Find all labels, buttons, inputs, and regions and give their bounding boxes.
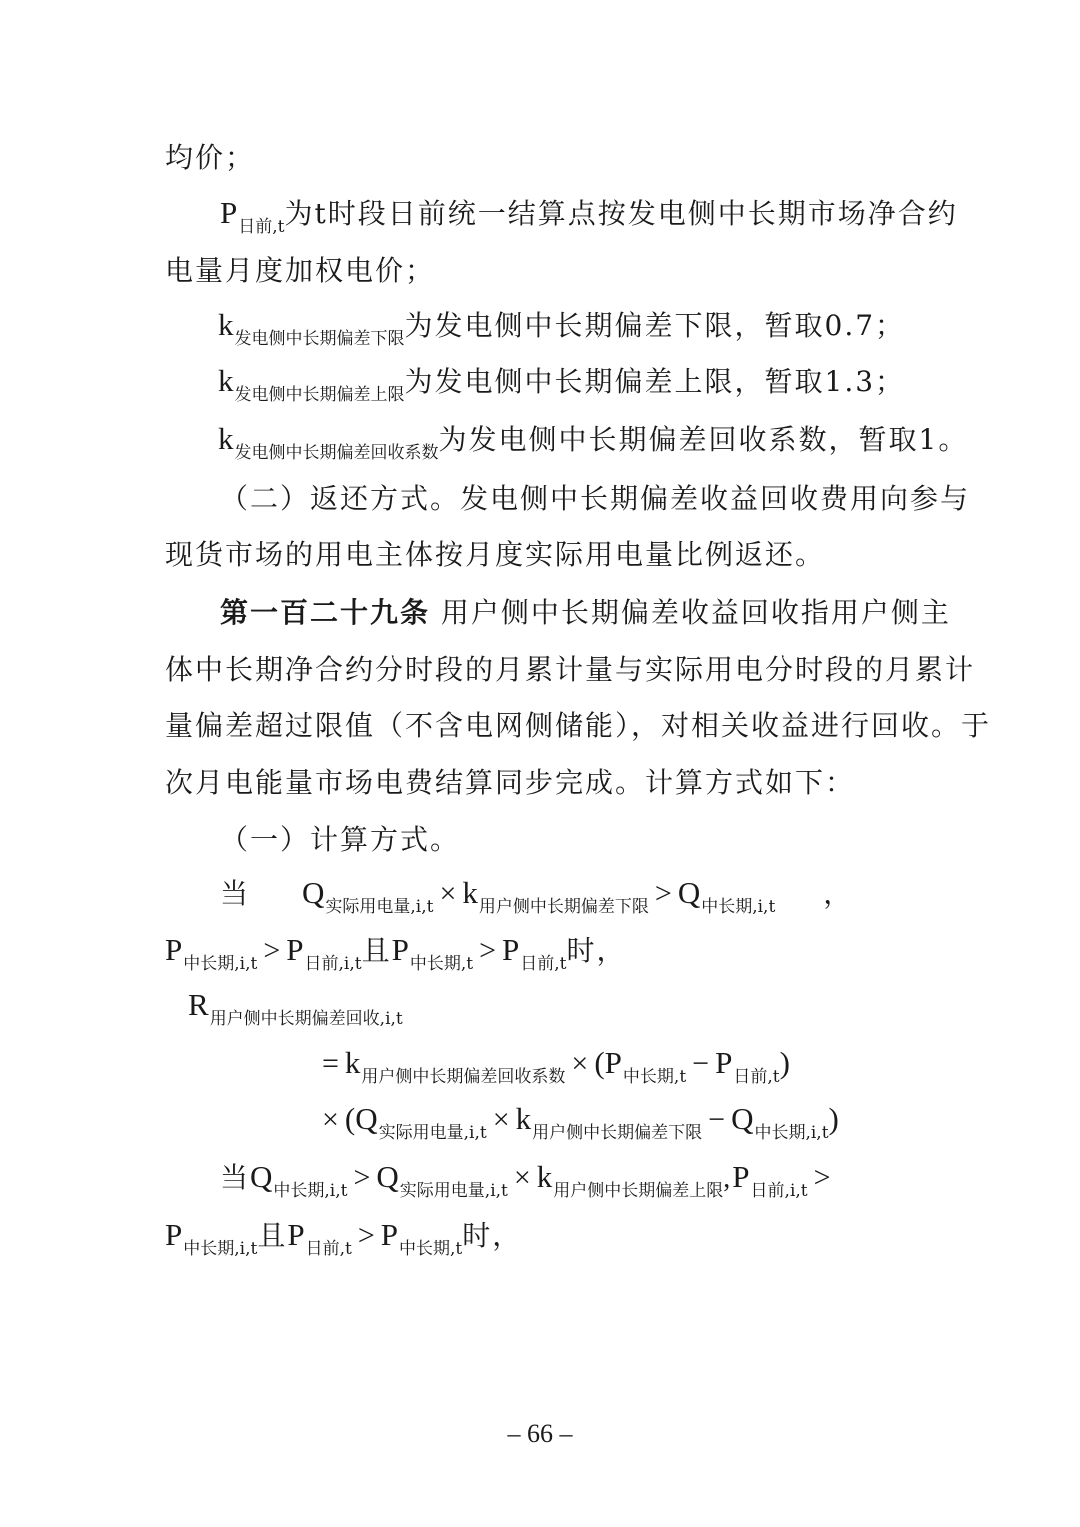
formula-word: 且 bbox=[361, 934, 392, 967]
page-number: – 66 – bbox=[507, 1419, 573, 1448]
var-subscript: 发电侧中长期偏差回收系数 bbox=[234, 443, 439, 463]
line-text: 现货市场的用电主体按月度实际用电量比例返还。 bbox=[165, 538, 826, 571]
var-k: k bbox=[536, 1159, 553, 1194]
line-text: 用户侧中长期偏差收益回收指用户侧主 bbox=[430, 596, 951, 629]
var-subscript: 实际用电量,i,t bbox=[399, 1181, 508, 1201]
operator-gt: > bbox=[479, 934, 497, 967]
formula-line-5 bbox=[316, 1099, 839, 1144]
text-line-5 bbox=[218, 361, 905, 406]
operator-gt: > bbox=[813, 1161, 831, 1194]
text-line-9 bbox=[220, 593, 951, 633]
paren-open: ( bbox=[594, 1045, 605, 1080]
line-text: 为发电侧中长期偏差下限，暂取0.7； bbox=[404, 309, 906, 342]
line-text: （一）计算方式。 bbox=[220, 823, 461, 856]
var-subscript: 日前,t bbox=[733, 1067, 780, 1087]
paren-close: ) bbox=[828, 1101, 839, 1136]
formula-word: 时， bbox=[462, 1219, 523, 1252]
var-k: k bbox=[515, 1101, 532, 1136]
var-subscript: 中长期,i,t bbox=[183, 954, 258, 974]
var-p: P bbox=[220, 195, 238, 230]
var-q: Q bbox=[376, 1159, 399, 1194]
line-text: 为发电侧中长期偏差上限，暂取1.3； bbox=[404, 365, 906, 398]
formula-word: 当 bbox=[220, 1161, 251, 1194]
operator-gt: > bbox=[263, 934, 281, 967]
formula-line-1 bbox=[220, 873, 853, 918]
var-subscript: 用户侧中长期偏差回收,i,t bbox=[209, 1009, 403, 1029]
var-p: P bbox=[286, 932, 304, 967]
text-line-10 bbox=[165, 650, 975, 690]
operator-times: × bbox=[492, 1103, 510, 1136]
formula-line-2 bbox=[165, 930, 627, 975]
var-p: P bbox=[380, 1217, 399, 1252]
var-k: k bbox=[218, 363, 234, 398]
formula-line-6 bbox=[220, 1157, 837, 1202]
var-subscript: 发电侧中长期偏差下限 bbox=[234, 329, 405, 349]
var-q: Q bbox=[731, 1101, 754, 1136]
var-subscript: 用户侧中长期偏差下限 bbox=[532, 1123, 703, 1143]
var-subscript: 用户侧中长期偏差回收系数 bbox=[361, 1067, 566, 1087]
var-p: P bbox=[165, 1217, 183, 1252]
operator-minus: − bbox=[708, 1103, 726, 1136]
formula-word: 且 bbox=[257, 1219, 288, 1252]
formula-punctuation: ， bbox=[823, 877, 854, 910]
paren-open: ( bbox=[344, 1101, 356, 1136]
var-subscript: 日前,t bbox=[520, 954, 567, 974]
operator-times: × bbox=[571, 1047, 589, 1080]
formula-word: 时， bbox=[566, 934, 627, 967]
operator-equals: = bbox=[322, 1047, 339, 1080]
var-subscript: 用户侧中长期偏差上限 bbox=[553, 1181, 724, 1201]
text-line-8 bbox=[165, 535, 825, 575]
formula-line-3 bbox=[188, 985, 403, 1030]
paren-close: ) bbox=[779, 1045, 790, 1080]
var-q: Q bbox=[355, 1101, 378, 1136]
article-heading: 第一百二十九条 bbox=[220, 596, 431, 629]
line-text: 为发电侧中长期偏差回收系数，暂取1。 bbox=[438, 423, 969, 456]
var-subscript: 发电侧中长期偏差上限 bbox=[234, 385, 405, 405]
var-subscript: 中长期,t bbox=[622, 1067, 687, 1087]
var-subscript: 实际用电量,i,t bbox=[325, 897, 434, 917]
var-subscript: 日前,i,t bbox=[750, 1181, 808, 1201]
var-subscript: 日前,t bbox=[305, 1239, 352, 1259]
line-text: 次月电能量市场电费结算同步完成。计算方式如下： bbox=[165, 766, 856, 799]
line-text: 量偏差超过限值（不含电网侧储能），对相关收益进行回收。于 bbox=[165, 709, 992, 742]
operator-times: × bbox=[322, 1103, 339, 1136]
var-subscript: 用户侧中长期偏差下限 bbox=[478, 897, 649, 917]
formula-line-4 bbox=[316, 1043, 790, 1088]
var-q: Q bbox=[250, 1159, 273, 1194]
text-line-6 bbox=[218, 419, 968, 464]
text-line-2 bbox=[220, 193, 958, 238]
var-subscript: 中长期,t bbox=[399, 1239, 463, 1259]
var-subscript: 中长期,i,t bbox=[754, 1123, 829, 1143]
var-subscript: 实际用电量,i,t bbox=[378, 1123, 487, 1143]
line-text: 为t时段日前统一结算点按发电侧中长期市场净合约 bbox=[284, 197, 958, 230]
operator-times: × bbox=[513, 1161, 531, 1194]
text-line-13 bbox=[220, 820, 460, 860]
var-p: P bbox=[732, 1159, 750, 1194]
var-q: Q bbox=[302, 875, 325, 910]
var-k: k bbox=[218, 307, 234, 342]
var-k: k bbox=[344, 1045, 361, 1080]
text-line-7 bbox=[220, 479, 970, 519]
text-line-1 bbox=[165, 138, 255, 178]
text-line-4 bbox=[218, 305, 905, 350]
operator-minus: − bbox=[692, 1047, 710, 1080]
var-q: Q bbox=[677, 875, 701, 910]
text-line-3 bbox=[165, 251, 435, 291]
operator-gt: > bbox=[357, 1219, 375, 1252]
var-p: P bbox=[502, 932, 520, 967]
var-k: k bbox=[218, 421, 234, 456]
formula-line-7 bbox=[165, 1215, 522, 1260]
line-text: （二）返还方式。发电侧中长期偏差收益回收费用向参与 bbox=[220, 482, 971, 515]
var-p: P bbox=[715, 1045, 733, 1080]
operator-times: × bbox=[439, 877, 457, 910]
var-p: P bbox=[287, 1217, 305, 1252]
line-text: 电量月度加权电价； bbox=[165, 254, 436, 287]
var-p: P bbox=[165, 932, 183, 967]
var-subscript: 中长期,i,t bbox=[701, 897, 776, 917]
var-subscript: 中长期,i,t bbox=[183, 1239, 258, 1259]
text-line-12 bbox=[165, 763, 855, 803]
formula-word: 当 bbox=[220, 877, 251, 910]
var-p: P bbox=[391, 932, 409, 967]
var-r: R bbox=[188, 987, 209, 1022]
var-subscript: 中长期,t bbox=[409, 954, 474, 974]
var-k: k bbox=[462, 875, 478, 910]
formula-punctuation: , bbox=[723, 1163, 733, 1194]
var-subscript: 日前,i,t bbox=[304, 954, 362, 974]
text-line-11 bbox=[165, 706, 991, 746]
line-text: 均价； bbox=[165, 141, 256, 174]
var-p: P bbox=[604, 1045, 622, 1080]
var-subscript: 日前,t bbox=[238, 217, 285, 237]
operator-gt: > bbox=[353, 1161, 371, 1194]
var-subscript: 中长期,i,t bbox=[273, 1181, 348, 1201]
line-text: 体中长期净合约分时段的月累计量与实际用电分时段的月累计 bbox=[165, 653, 976, 686]
operator-gt: > bbox=[654, 877, 672, 910]
